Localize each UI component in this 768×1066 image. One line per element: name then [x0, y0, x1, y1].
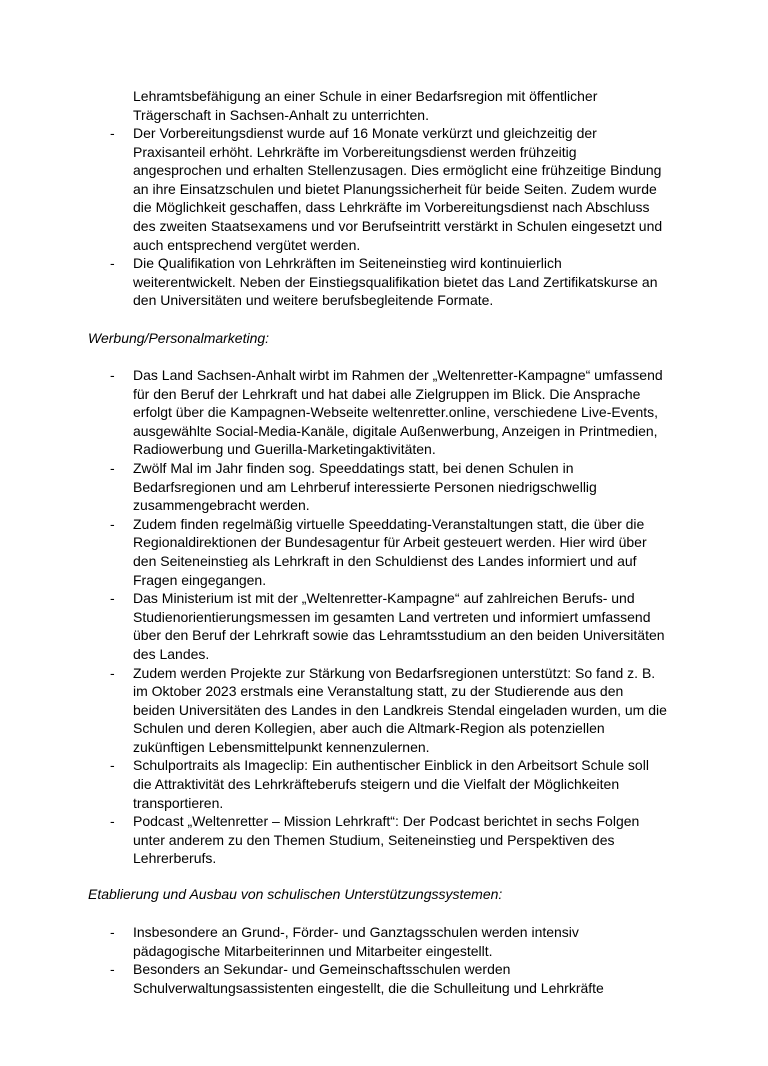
- list-item-text: Schulportraits als Imageclip: Ein authentischer Einblick in den Arbeitsort Schule soll die Attraktivität des Lehrkräfteberufs steigern und die Vielfalt der Möglichkeiten transportieren.: [133, 757, 649, 811]
- list-marketing: [0, 366, 768, 868]
- dash-bullet: -: [110, 125, 115, 141]
- list-item: [0, 515, 668, 589]
- list-support: [0, 923, 768, 997]
- list-item: [0, 459, 668, 515]
- list-item: [0, 812, 668, 868]
- list-item: [0, 254, 668, 310]
- list-top: [0, 124, 768, 310]
- section-heading-support: Etablierung und Ausbau von schulischen Unterstützungssystemen:: [88, 886, 503, 902]
- list-item-text: Zudem finden regelmäßig virtuelle Speeddating-Veranstaltungen statt, die über die Regionaldirektionen der Bundesagentur für Arbeit gesteuert werden. Hier wird über den Seiteneinstieg als Lehrkraft in den Schuldienst des Landes informiert und auf Fragen eingegangen.: [133, 515, 647, 588]
- dash-bullet: -: [110, 924, 115, 940]
- list-item: [0, 366, 668, 459]
- list-item-text: Insbesondere an Grund-, Förder- und Ganztagsschulen werden intensiv pädagogische Mitarbeiterinnen und Mitarbeiter eingestellt.: [133, 924, 579, 959]
- dash-bullet: -: [110, 664, 115, 681]
- list-item-text: Zwölf Mal im Jahr finden sog. Speeddatings statt, bei denen Schulen in Bedarfsregionen und am Lehrberuf interessierte Personen niedrigschwellig zusammengebracht werden.: [133, 459, 597, 514]
- list-item: [0, 124, 668, 254]
- dash-bullet: -: [110, 813, 115, 830]
- dash-bullet: -: [110, 757, 115, 774]
- list-item-text: Zudem werden Projekte zur Stärkung von Bedarfsregionen unterstützt: So fand z. B. im Oktober 2023 erstmals eine Veranstaltung statt, zu der Studierende aus den beiden Universitäten des Landes in den Landkreis Stendal eingeladen wurden, um die Schulen und deren Kollegien, aber auch die Altmark-Region als potenziellen zukünftigen Lebensmittelpunkt kennenzulernen.: [133, 664, 667, 755]
- list-item-text: Der Vorbereitungsdienst wurde auf 16 Monate verkürzt und gleichzeitig der Praxisanteil erhöht. Lehrkräfte im Vorbereitungsdienst werden frühzeitig angesprochen und erhalten Stellenzusagen. Dies ermöglicht eine frühzeitige Bindung an ihre Einsatzschulen und bietet Planungssicherheit für beide Seiten. Zudem wurde die Möglichkeit geschaffen, dass Lehrkräfte im Vorbereitungsdienst nach Abschluss des zweiten Staatsexamens und vor Berufseintritt verstärkt in Schulen eingesetzt und auch entsprechend vergütet werden.: [133, 125, 663, 253]
- paragraph-text: Lehramtsbefähigung an einer Schule in einer Bedarfsregion mit öffentlicher Trägerschaft in Sachsen-Anhalt zu unterrichten.: [133, 88, 598, 123]
- dash-bullet: -: [110, 590, 115, 607]
- list-item-text: Podcast „Weltenretter – Mission Lehrkraft“: Der Podcast berichtet in sechs Folgen unter anderem zu den Themen Studium, Seiteneinstieg und Perspektiven des Lehrerberufs.: [133, 813, 640, 867]
- list-item-text: Das Ministerium ist mit der „Weltenretter-Kampagne“ auf zahlreichen Berufs- und Studienorientierungsmessen im gesamten Land vertreten und informiert umfassend über den Beruf der Lehrkraft sowie das Lehramtsstudium an den beiden Universitäten des Landes.: [133, 590, 665, 662]
- intro-continuation: [0, 87, 768, 124]
- list-item: [0, 664, 668, 757]
- dash-bullet: -: [110, 367, 115, 383]
- dash-bullet: -: [110, 255, 115, 272]
- list-item: [0, 960, 668, 997]
- section-heading-marketing: Werbung/Personalmarketing:: [88, 330, 270, 346]
- list-item-text: Die Qualifikation von Lehrkräften im Seiteneinstieg wird kontinuierlich weiterentwickelt. Neben der Einstiegsqualifikation bietet das Land Zertifikatskurse an den Universitäten und weitere berufsbegleitende Formate.: [133, 255, 658, 309]
- list-item: [0, 923, 668, 960]
- dash-bullet: -: [110, 459, 115, 476]
- list-item-text: Das Land Sachsen-Anhalt wirbt im Rahmen der „Weltenretter-Kampagne“ umfassend für den Beruf der Lehrkraft und hat dabei alle Zielgruppen im Blick. Die Ansprache erfolgt über die Kampagnen-Webseite weltenretter.online, verschiedene Live-Events, ausgewählte Social-Media-Kanäle, digitale Außenwerbung, Anzeigen in Printmedien, Radiowerbung und Guerilla-Marketingaktivitäten.: [133, 367, 663, 458]
- dash-bullet: -: [110, 515, 115, 532]
- list-item: [0, 589, 668, 663]
- list-item-text: Besonders an Sekundar- und Gemeinschaftsschulen werden Schulverwaltungsassistenten eingestellt, die die Schulleitung und Lehrkräfte: [133, 961, 604, 996]
- dash-bullet: -: [110, 961, 115, 978]
- list-item: [0, 756, 668, 812]
